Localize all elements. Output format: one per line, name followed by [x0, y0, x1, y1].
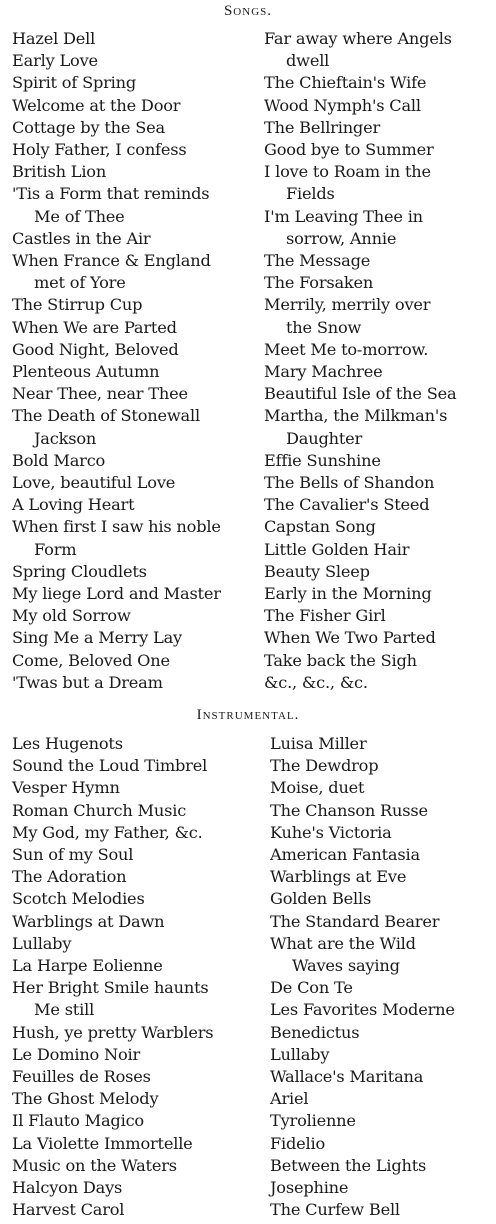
list-item: My old Sorrow [12, 606, 131, 626]
list-item: Warblings at Dawn [12, 911, 165, 931]
list-item: Fields [286, 184, 335, 204]
list-item: The Ghost Melody [12, 1089, 159, 1109]
list-item: The Adoration [12, 867, 127, 887]
list-item: La Harpe Eolienne [12, 956, 163, 976]
list-item: Plenteous Autumn [12, 362, 160, 382]
list-item: Spirit of Spring [12, 73, 137, 93]
list-item: Little Golden Hair [264, 539, 410, 559]
list-item: What are the Wild [270, 933, 416, 953]
list-item: Between the Lights [270, 1155, 427, 1175]
list-item: Good Night, Beloved [12, 339, 179, 359]
list-item: Come, Beloved One [12, 650, 170, 670]
list-item: Early Love [12, 51, 98, 71]
instrumental-left-column [12, 733, 262, 1221]
list-item: Feuilles de Roses [12, 1067, 151, 1087]
list-item: Hazel Dell [12, 29, 96, 48]
list-item: Josephine [270, 1178, 349, 1198]
list-item: Far away where Angels [264, 29, 452, 48]
list-item: &c., &c., &c. [264, 672, 368, 692]
list-item: Me of Thee [34, 206, 125, 226]
list-item: Moise, duet [270, 778, 365, 798]
list-item: The Chanson Russe [270, 800, 428, 820]
list-item: Bold Marco [12, 450, 106, 470]
list-item: Love, beautiful Love [12, 473, 176, 493]
list-item: The Fisher Girl [264, 606, 386, 626]
list-item: The Stirrup Cup [12, 295, 143, 315]
list-item: Wood Nymph's Call [264, 95, 421, 115]
list-item: The Cavalier's Steed [264, 495, 430, 515]
list-item: The Message [264, 251, 371, 271]
list-item: Scotch Melodies [12, 889, 145, 909]
list-item: Les Favorites Moderne [270, 1000, 455, 1020]
list-item: De Con Te [270, 978, 353, 998]
list-item: My liege Lord and Master [12, 584, 221, 604]
list-item: Il Flauto Magico [12, 1111, 144, 1131]
list-item: Beauty Sleep [264, 561, 370, 581]
list-item: British Lion [12, 162, 107, 182]
list-item: When We are Parted [12, 317, 177, 337]
list-item: Le Domino Noir [12, 1044, 141, 1064]
songs-heading: Songs. [223, 3, 273, 19]
list-item: When first I saw his noble [12, 517, 221, 537]
list-item: American Fantasia [270, 845, 420, 865]
list-item: Mary Machree [264, 362, 383, 382]
list-item: met of Yore [34, 273, 126, 293]
list-item: Meet Me to-morrow. [264, 339, 429, 359]
list-item: Tyrolienne [270, 1111, 356, 1131]
list-item: Roman Church Music [12, 800, 187, 820]
list-item: Ariel [270, 1089, 309, 1109]
list-item: 'Tis a Form that reminds [12, 184, 210, 204]
list-item: Music on the Waters [12, 1155, 177, 1175]
list-item: Hush, ye pretty Warblers [12, 1022, 214, 1042]
list-item: Harvest Carol [12, 1200, 125, 1220]
list-item: The Bellringer [264, 117, 380, 137]
list-item: Welcome at the Door [12, 95, 181, 115]
list-item: Benedictus [270, 1022, 360, 1042]
list-item: Near Thee, near Thee [12, 384, 188, 404]
list-item: Form [34, 539, 77, 559]
list-item: the Snow [286, 317, 362, 337]
list-item: Halcyon Days [12, 1178, 123, 1198]
list-item: Daughter [286, 428, 363, 448]
list-item: The Standard Bearer [270, 911, 440, 931]
list-item: A Loving Heart [12, 495, 135, 515]
list-item: Me still [34, 1000, 95, 1020]
list-item: Sun of my Soul [12, 845, 134, 865]
songs-left-column [12, 28, 262, 694]
list-item: Wallace's Maritana [270, 1067, 424, 1087]
list-item: sorrow, Annie [286, 228, 397, 248]
list-item: Lullaby [12, 933, 72, 953]
list-item: Warblings at Eve [270, 867, 407, 887]
list-item: Kuhe's Victoria [270, 822, 392, 842]
songs-right-column [264, 28, 494, 694]
list-item: Holy Father, I confess [12, 140, 187, 160]
list-item: dwell [286, 51, 330, 71]
list-item: I love to Roam in the [264, 162, 431, 182]
list-item: When France & England [12, 251, 211, 271]
list-item: I'm Leaving Thee in [264, 206, 423, 226]
list-item: The Forsaken [264, 273, 374, 293]
list-item: Effie Sunshine [264, 450, 381, 470]
list-item: Capstan Song [264, 517, 376, 537]
list-item: La Violette Immortelle [12, 1133, 193, 1153]
list-item: Vesper Hymn [12, 778, 120, 798]
list-item: Castles in the Air [12, 228, 151, 248]
list-item: Sing Me a Merry Lay [12, 628, 182, 648]
list-item: Les Hugenots [12, 734, 123, 753]
instrumental-heading: Instrumental. [196, 707, 300, 723]
list-item: Cottage by the Sea [12, 117, 165, 137]
list-item: Jackson [34, 428, 97, 448]
list-item: My God, my Father, &c. [12, 822, 203, 842]
list-item: 'Twas but a Dream [12, 672, 163, 692]
list-item: The Bells of Shandon [264, 473, 435, 493]
list-item: Waves saying [292, 956, 400, 976]
list-item: Lullaby [270, 1044, 330, 1064]
list-item: Martha, the Milkman's [264, 406, 448, 426]
list-item: Golden Bells [270, 889, 372, 909]
list-item: Early in the Morning [264, 584, 432, 604]
list-item: Merrily, merrily over [264, 295, 431, 315]
list-item: The Dewdrop [270, 756, 379, 776]
list-item: Spring Cloudlets [12, 561, 147, 581]
list-item: Luisa Miller [270, 734, 367, 753]
instrumental-right-column [270, 733, 496, 1221]
list-item: Her Bright Smile haunts [12, 978, 209, 998]
list-item: The Chieftain's Wife [264, 73, 427, 93]
list-item: Fidelio [270, 1133, 326, 1153]
list-item: Take back the Sigh [264, 650, 417, 670]
list-item: Good bye to Summer [264, 140, 434, 160]
list-item: Sound the Loud Timbrel [12, 756, 208, 776]
list-item: Beautiful Isle of the Sea [264, 384, 457, 404]
list-item: The Death of Stonewall [12, 406, 200, 426]
list-item: The Curfew Bell [270, 1200, 400, 1220]
list-item: When We Two Parted [264, 628, 436, 648]
